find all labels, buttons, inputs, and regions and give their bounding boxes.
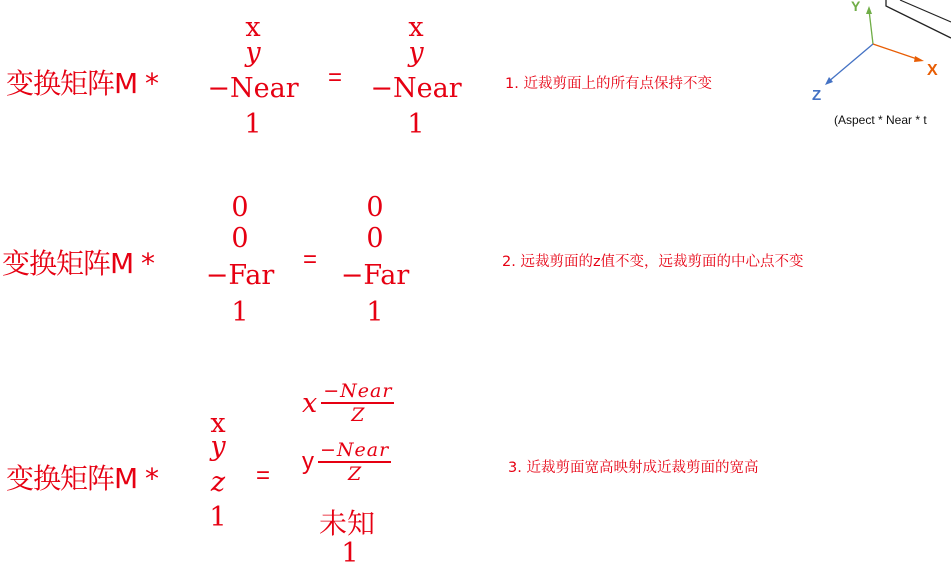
row2-lhs-2: −Far [205,260,275,291]
y-axis-label: Y [851,0,861,14]
row2-rhs-3: 1 [366,297,384,328]
y-axis-arrow [866,6,872,14]
row3-label: 变换矩阵M * [6,462,159,495]
row1-rhs-0: x [408,12,424,43]
row2-rhs-1: 0 [366,223,384,254]
row3-equals: = [256,462,271,489]
row3-lhs-2: z [210,467,226,498]
z-axis-line [828,44,873,82]
row3-rhs-y-lead: y [302,448,314,475]
frustum-edge [900,0,951,22]
row3-lhs-0: x [210,408,226,439]
axis-diagram [790,0,951,130]
row3-rhs-x-term [302,380,394,426]
frustum-outline [886,0,951,38]
row3-rhs-one: 1 [341,538,359,569]
axis-diagram-svg [790,0,951,130]
y-axis-line [869,10,873,44]
row2-note: 2. 远裁剪面的z值不变，远裁剪面的中心点不变 [502,254,804,270]
row3-rhs-y-numerator: −Near [320,439,390,461]
row1-lhs-vector [205,14,301,140]
row2-rhs-0: 0 [366,192,384,223]
row3-rhs-x-denominator: Z [351,404,365,426]
row1-rhs-1: y [408,37,424,68]
row2-rhs-vector [332,192,418,328]
z-axis-label: Z [812,87,822,104]
row3-lhs-1: y [210,431,226,462]
x-axis-label: X [927,62,938,79]
row1-lhs-2: −Near [207,73,299,104]
row3-rhs-y-fraction [318,439,391,485]
row1-rhs-vector [368,14,464,140]
row2-lhs-3: 1 [231,297,249,328]
row3-rhs-y-denominator: Z [348,463,362,485]
row3-rhs-x-fraction [321,380,394,426]
row1-lhs-0: x [245,12,261,43]
row2-rhs-2: −Far [340,260,410,291]
row3-lhs-vector [200,408,236,533]
row2-equals: = [303,246,318,273]
row2-label: 变换矩阵M * [2,247,155,280]
row3-note: 3. 近裁剪面宽高映射成近裁剪面的宽高 [508,460,759,476]
row1-lhs-3: 1 [244,109,262,140]
row1-lhs-1: y [245,37,261,68]
row1-rhs-2: −Near [370,73,462,104]
row3-rhs-y-term [302,439,391,485]
row3-lhs-3: 1 [209,502,227,533]
x-axis-arrow [914,56,924,62]
row1-label: 变换矩阵M * [6,67,159,100]
row3-rhs-unknown: 未知 [319,507,376,540]
row3-rhs-x-lead: x [302,387,318,419]
row3-rhs-x-numerator: −Near [323,380,393,402]
row2-lhs-1: 0 [231,223,249,254]
row2-lhs-vector [197,192,283,328]
row1-rhs-3: 1 [407,109,425,140]
row1-equals: = [328,64,343,91]
row2-lhs-0: 0 [231,192,249,223]
diagram-caption: (Aspect * Near * t [834,113,927,127]
x-axis-line [873,44,920,60]
row1-note: 1. 近裁剪面上的所有点保持不变 [505,76,712,92]
